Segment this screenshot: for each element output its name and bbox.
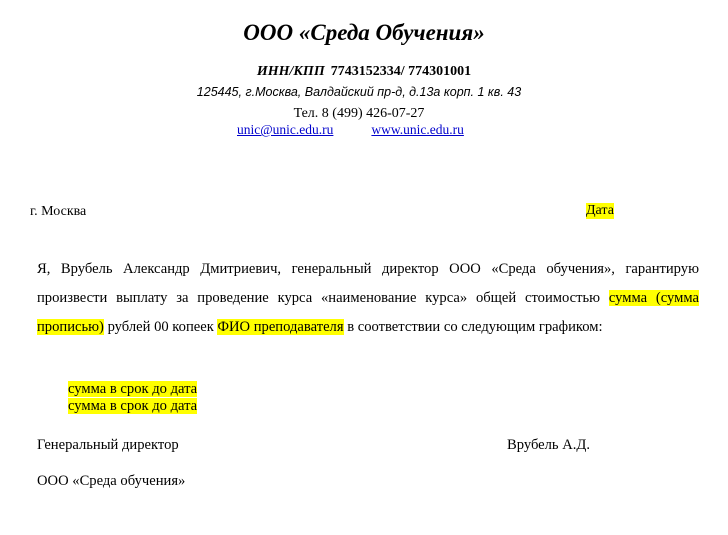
contact-links xyxy=(237,122,464,138)
inn-kpp-label: ИНН/КПП xyxy=(256,64,325,79)
email-link[interactable]: unic@unic.edu.ru xyxy=(237,122,334,137)
organization-address: 125445, г.Москва, Валдайский пр-д, д.13а корп. 1 кв. 43 xyxy=(196,85,522,99)
website-link[interactable]: www.unic.edu.ru xyxy=(371,122,464,137)
inn-kpp-value: 7743152334/ 774301001 xyxy=(330,64,472,79)
organization-title: ООО «Среда Обучения» xyxy=(243,20,485,45)
teacher-placeholder: ФИО преподавателя xyxy=(217,319,344,335)
schedule-item: сумма в срок до дата xyxy=(68,398,198,414)
sum-placeholder: сумма (сумма прописью) xyxy=(37,290,699,335)
signature-organization: ООО «Среда обучения» xyxy=(37,473,186,489)
paragraph-intro: Я, Врубель Александр Дмитриевич, генеральный директор ООО «Среда обучения», гарантирую произвести выплату за проведение курса «наименование курса» общей стоимостью xyxy=(37,261,699,306)
document-city: г. Москва xyxy=(30,204,87,219)
schedule-item: сумма в срок до дата xyxy=(68,381,198,397)
guarantee-paragraph xyxy=(37,255,699,342)
date-placeholder: Дата xyxy=(586,203,614,218)
paragraph-ending: в соответствии со следующим графиком: xyxy=(347,319,603,335)
signature-position: Генеральный директор xyxy=(37,437,179,453)
paragraph-middle: рублей 00 копеек xyxy=(107,319,214,335)
signature-name: Врубель А.Д. xyxy=(507,437,591,453)
inn-kpp-line xyxy=(0,64,728,80)
payment-schedule xyxy=(68,381,197,415)
organization-phone: Тел. 8 (499) 426-07-27 xyxy=(293,106,425,121)
